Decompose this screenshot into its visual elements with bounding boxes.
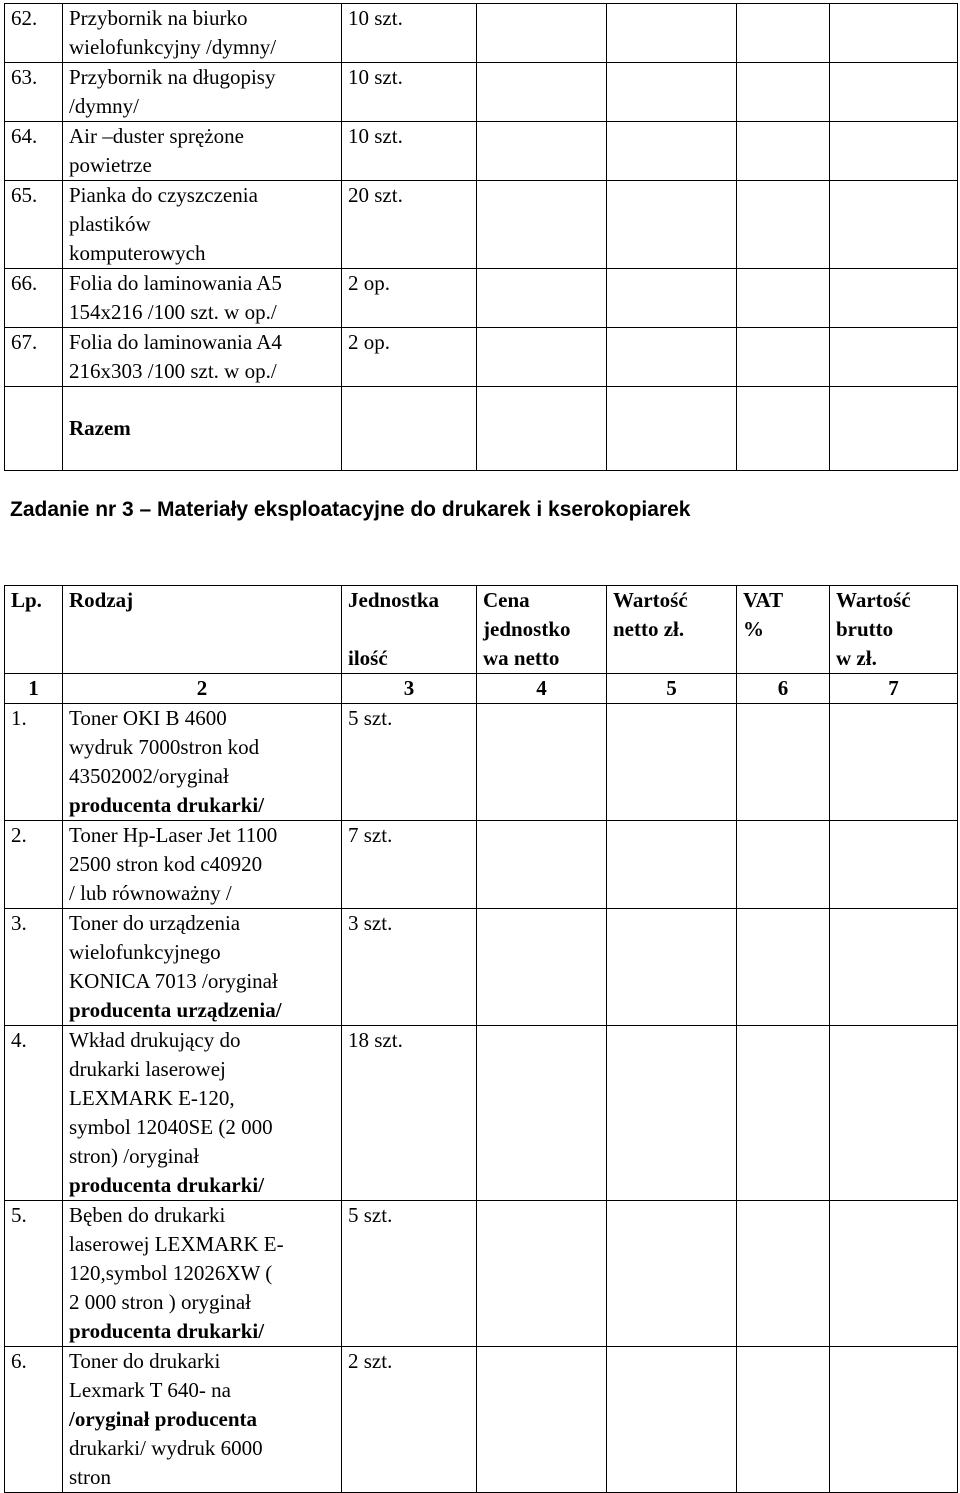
total-label: Razem <box>63 387 342 471</box>
table-row <box>5 1026 958 1201</box>
header-jednostka: Jednostka ilość <box>342 586 477 674</box>
row-qty: 2 op. <box>342 269 477 328</box>
row-qty: 2 op. <box>342 328 477 387</box>
row-lp: 2. <box>5 821 63 909</box>
column-number: 5 <box>607 674 737 704</box>
table-row <box>5 269 958 328</box>
row-name: Wkład drukujący do drukarki laserowej LEXMARK E-120, symbol 12040SE (2 000 stron) /oryginał producenta drukarki/ <box>63 1026 342 1201</box>
header-row <box>5 586 958 674</box>
toner-items-table <box>4 585 958 1493</box>
row-name: Toner do urządzenia wielofunkcyjnego KONICA 7013 /oryginał producenta urządzenia/ <box>63 909 342 1026</box>
table-row <box>5 704 958 821</box>
row-lp: 63. <box>5 63 63 122</box>
column-number: 2 <box>63 674 342 704</box>
row-qty: 10 szt. <box>342 122 477 181</box>
items-table-continued <box>4 3 958 471</box>
total-row <box>5 387 958 471</box>
row-qty: 2 szt. <box>342 1347 477 1493</box>
row-lp: 67. <box>5 328 63 387</box>
row-lp: 62. <box>5 4 63 63</box>
row-lp: 4. <box>5 1026 63 1201</box>
table-row <box>5 63 958 122</box>
table-row <box>5 181 958 269</box>
row-qty: 3 szt. <box>342 909 477 1026</box>
table-row <box>5 821 958 909</box>
column-number-row <box>5 674 958 704</box>
row-name: Toner OKI B 4600 wydruk 7000stron kod 43502002/oryginał producenta drukarki/ <box>63 704 342 821</box>
column-number: 6 <box>737 674 830 704</box>
row-qty: 5 szt. <box>342 1201 477 1347</box>
row-qty: 20 szt. <box>342 181 477 269</box>
row-name: Pianka do czyszczenia plastików komputerowych <box>63 181 342 269</box>
row-lp: 6. <box>5 1347 63 1493</box>
row-lp: 64. <box>5 122 63 181</box>
header-rodzaj: Rodzaj <box>63 586 342 674</box>
column-number: 3 <box>342 674 477 704</box>
header-cena: Cena jednostko wa netto <box>477 586 607 674</box>
row-lp: 1. <box>5 704 63 821</box>
row-name: Przybornik na długopisy /dymny/ <box>63 63 342 122</box>
column-number: 7 <box>830 674 958 704</box>
row-qty: 7 szt. <box>342 821 477 909</box>
row-lp: 66. <box>5 269 63 328</box>
table-row <box>5 4 958 63</box>
table-row <box>5 122 958 181</box>
row-name: Folia do laminowania A4 216x303 /100 szt. w op./ <box>63 328 342 387</box>
column-number: 4 <box>477 674 607 704</box>
header-brutto: Wartość brutto w zł. <box>830 586 958 674</box>
section-heading: Zadanie nr 3 – Materiały eksploatacyjne do drukarek i kserokopiarek <box>10 498 691 521</box>
row-qty: 18 szt. <box>342 1026 477 1201</box>
row-name: Folia do laminowania A5 154x216 /100 szt. w op./ <box>63 269 342 328</box>
row-name: Toner do drukarki Lexmark T 640- na /oryginał producenta drukarki/ wydruk 6000 stron <box>63 1347 342 1493</box>
table-row <box>5 1347 958 1493</box>
row-lp: 3. <box>5 909 63 1026</box>
header-lp: Lp. <box>5 586 63 674</box>
header-vat: VAT % <box>737 586 830 674</box>
row-qty: 10 szt. <box>342 4 477 63</box>
table-row <box>5 328 958 387</box>
row-name: Toner Hp-Laser Jet 1100 2500 stron kod c40920 / lub równoważny / <box>63 821 342 909</box>
table-row <box>5 909 958 1026</box>
column-number: 1 <box>5 674 63 704</box>
table-row <box>5 1201 958 1347</box>
row-name: Air –duster sprężone powietrze <box>63 122 342 181</box>
row-name: Bęben do drukarki laserowej LEXMARK E- 120,symbol 12026XW ( 2 000 stron ) oryginał producenta drukarki/ <box>63 1201 342 1347</box>
row-qty: 10 szt. <box>342 63 477 122</box>
header-netto: Wartość netto zł. <box>607 586 737 674</box>
row-qty: 5 szt. <box>342 704 477 821</box>
row-lp: 5. <box>5 1201 63 1347</box>
row-lp: 65. <box>5 181 63 269</box>
row-name: Przybornik na biurko wielofunkcyjny /dymny/ <box>63 4 342 63</box>
